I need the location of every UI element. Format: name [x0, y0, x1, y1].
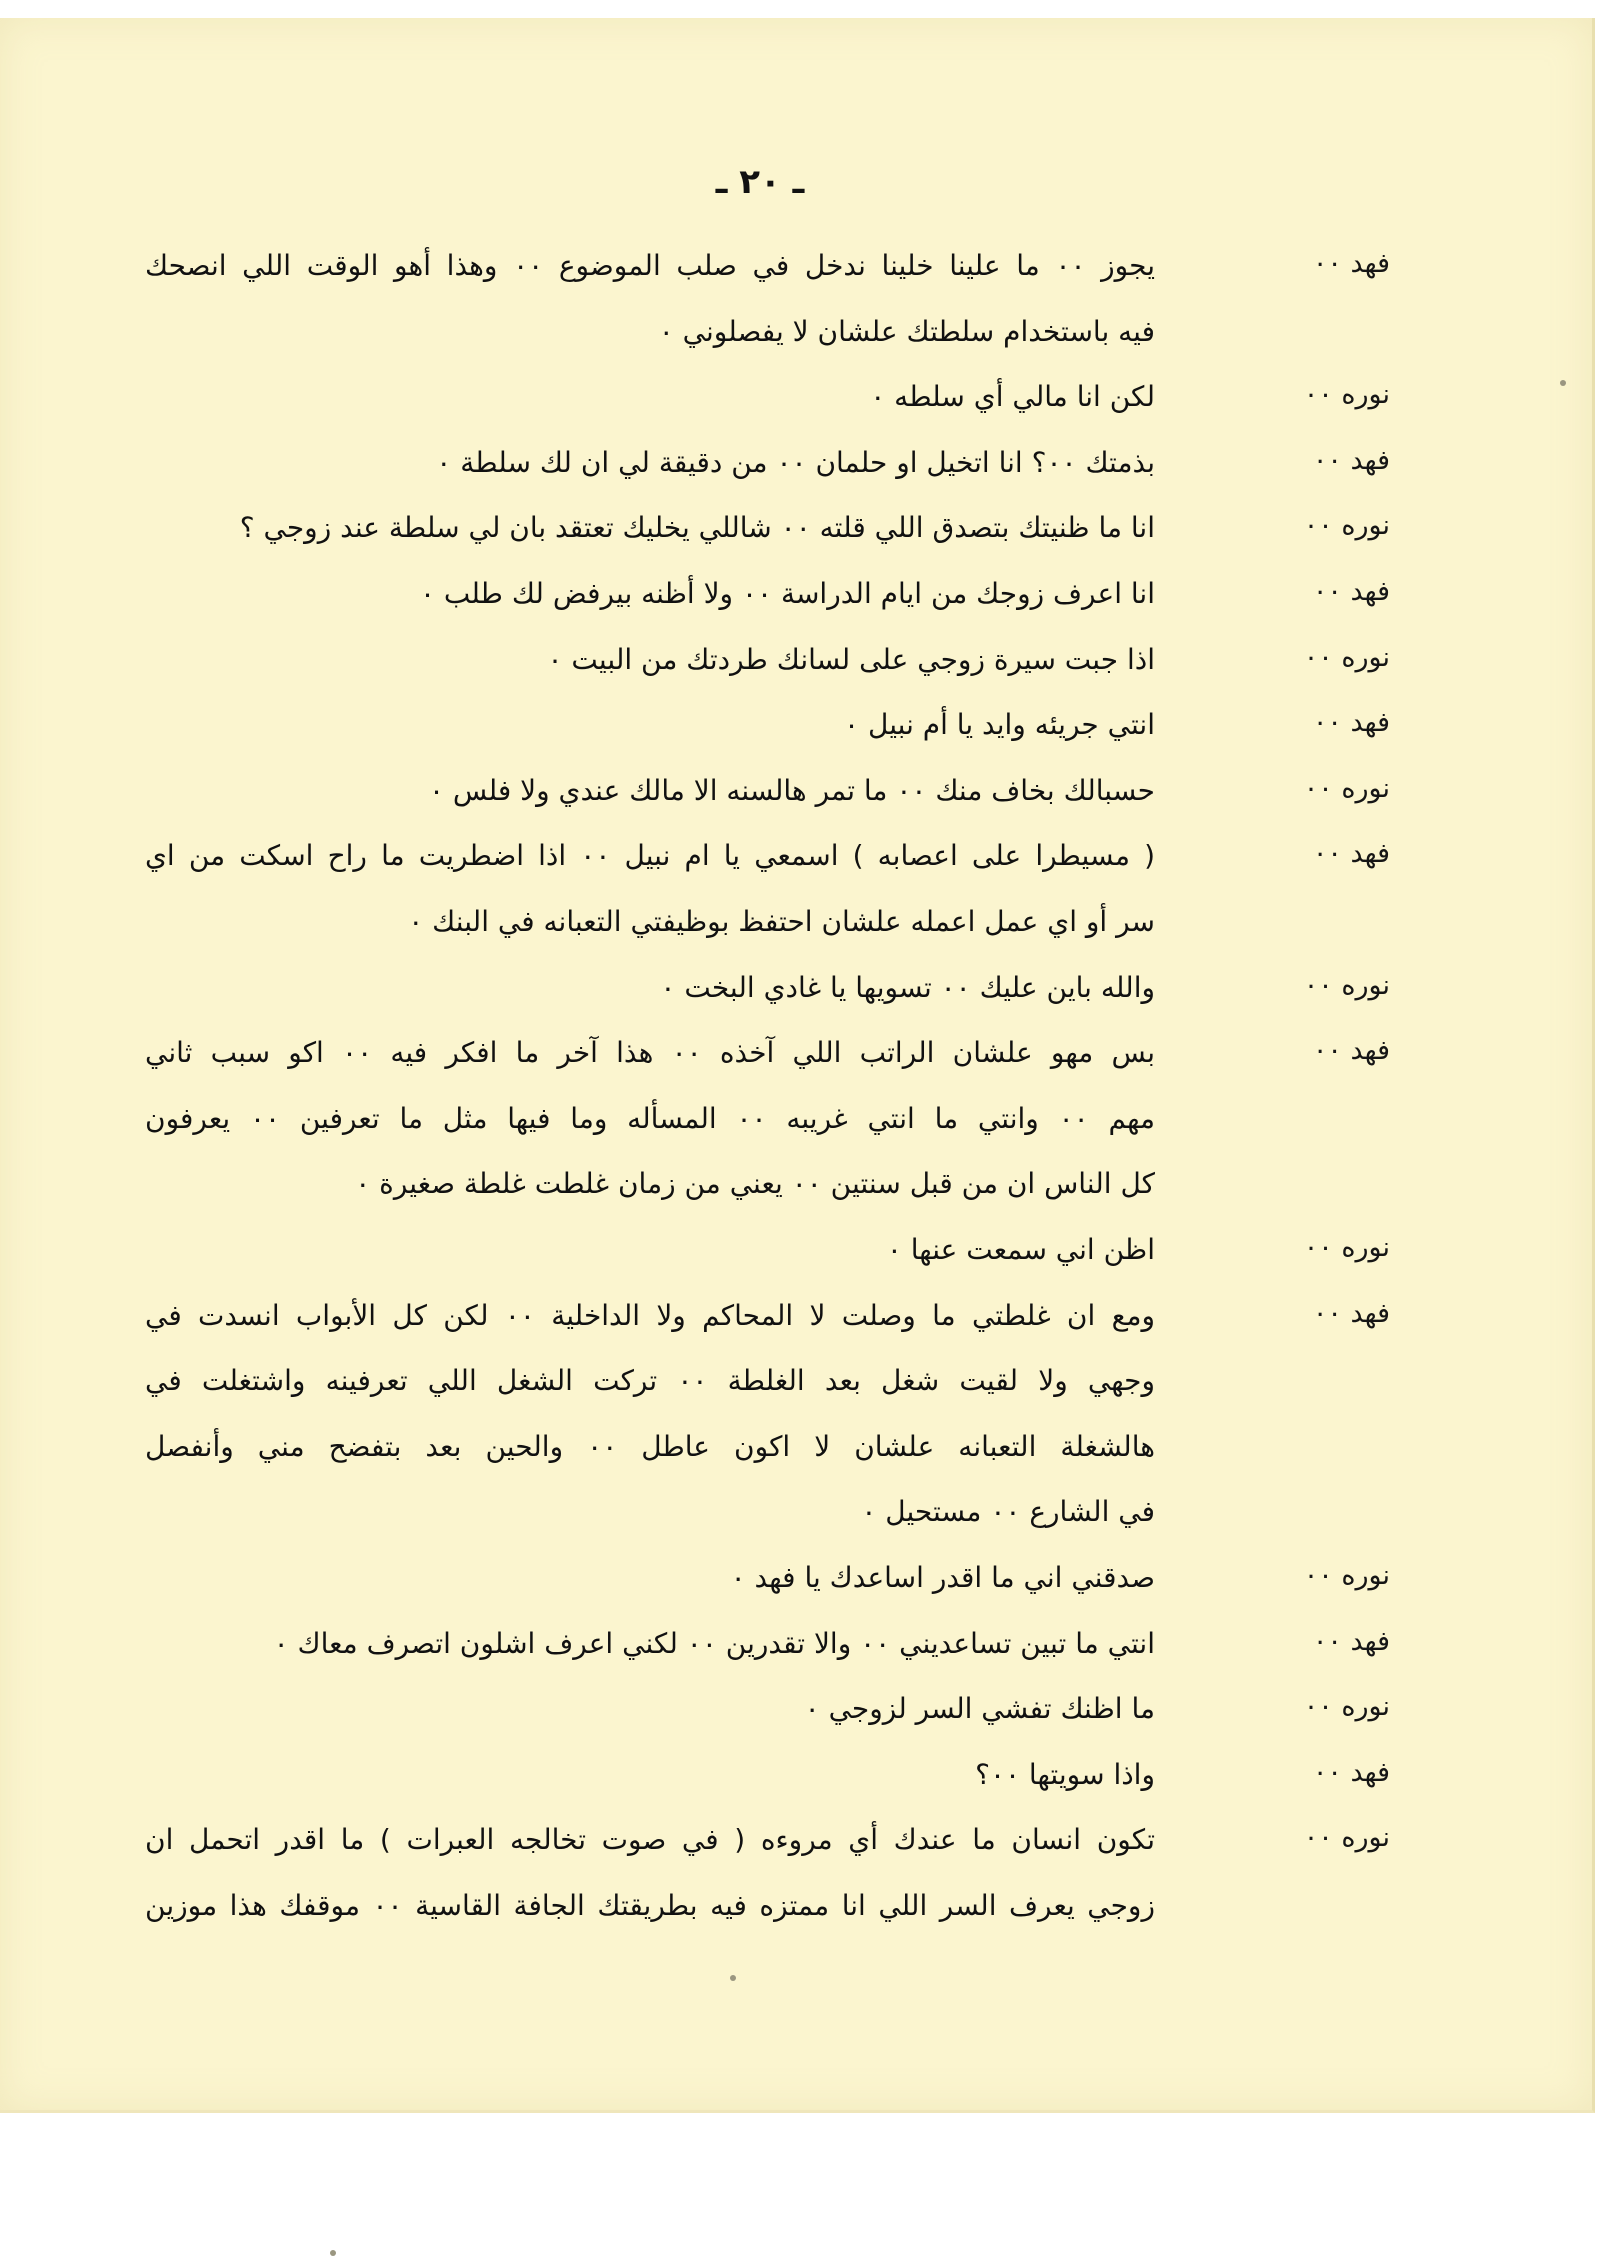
- dialogue-line: [0, 634, 1600, 694]
- paper-speck: [330, 2250, 336, 2256]
- speaker-name: نوره ٠٠: [1303, 510, 1390, 542]
- dialogue-text: انتي ما تبين تساعديني ٠٠ والا تقدرين ٠٠ لكني اعرف اشلون اتصرف معاك ٠: [273, 1626, 1155, 1660]
- dialogue-line: [0, 1290, 1600, 1350]
- dialogue-line: [0, 896, 1600, 956]
- dialogue-text: حسبالك بخاف منك ٠٠ ما تمر هالسنه الا مالك عندي ولا فلس ٠: [428, 773, 1155, 807]
- dialogue-text: لكن انا مالي أي سلطه ٠: [870, 380, 1155, 414]
- binder-hole-mark: [1560, 380, 1566, 386]
- speaker-name: فهد ٠٠: [1312, 248, 1390, 279]
- speaker-name: فهد ٠٠: [1312, 576, 1390, 607]
- speaker-name: نوره ٠٠: [1303, 1560, 1390, 1591]
- dialogue-text: والله باين عليك ٠٠ تسويها يا غادي البخت ٠: [660, 970, 1155, 1004]
- dialogue-line: [0, 765, 1600, 825]
- speaker-name: فهد ٠٠: [1312, 1625, 1390, 1657]
- dialogue-text: واذا سويتها ٠٠؟: [975, 1757, 1155, 1791]
- speaker-name: نوره ٠٠: [1303, 969, 1390, 1001]
- speaker-name: فهد ٠٠: [1312, 838, 1390, 870]
- dialogue-text: كل الناس ان من قبل سنتين ٠٠ يعني من زمان غلطت غلطة صغيرة ٠: [355, 1167, 1155, 1201]
- dialogue-line: [0, 699, 1600, 759]
- dialogue-text: سر أو اي عمل اعمله علشان احتفظ بوظيفتي التعبانه في البنك ٠: [408, 905, 1155, 938]
- dialogue-text: انا اعرف زوجك من ايام الدراسة ٠٠ ولا أظنه بيرفض لك طلب ٠: [419, 577, 1155, 610]
- dialogue-line: [0, 830, 1600, 890]
- dialogue-text: بس مهو علشان الراتب اللي آخذه ٠٠ هذا آخر ما افكر فيه ٠٠ اكو سبب ثاني: [145, 1036, 1155, 1070]
- dialogue-line: [0, 306, 1600, 366]
- dialogue-line: [0, 1158, 1600, 1218]
- dialogue-line: [0, 1552, 1600, 1612]
- speaker-name: فهد ٠٠: [1312, 707, 1390, 739]
- speaker-name: فهد ٠٠: [1312, 1035, 1390, 1067]
- speaker-name: فهد ٠٠: [1312, 444, 1390, 476]
- dialogue-text: ما اظنك تفشي السر لزوجي ٠: [804, 1692, 1155, 1726]
- dialogue-line: [0, 1814, 1600, 1874]
- dialogue-line: [0, 1486, 1600, 1546]
- page-number: ـ ٢٠ ـ: [715, 162, 805, 202]
- dialogue-text: وجهي ولا لقيت شغل بعد الغلطة ٠٠ تركت الشغل اللي تعرفينه واشتغلت في: [145, 1364, 1155, 1398]
- dialogue-line: [0, 1355, 1600, 1415]
- dialogue-text: فيه باستخدام سلطتك علشان لا يفصلوني ٠: [658, 314, 1155, 348]
- speaker-name: نوره ٠٠: [1303, 379, 1390, 411]
- dialogue-line: [0, 1880, 1600, 1940]
- speaker-name: فهد ٠٠: [1312, 1297, 1390, 1329]
- dialogue-line: [0, 437, 1600, 497]
- dialogue-line: [0, 568, 1600, 628]
- speaker-name: فهد ٠٠: [1312, 1756, 1390, 1788]
- dialogue-line: [0, 1224, 1600, 1284]
- speaker-name: نوره ٠٠: [1303, 1822, 1390, 1854]
- dialogue-line: [0, 371, 1600, 431]
- dialogue-text: بذمتك ٠٠؟ انا اتخيل او حلمان ٠٠ من دقيقة لي ان لك سلطة ٠: [436, 445, 1155, 479]
- paper-speck: [730, 1975, 736, 1981]
- dialogue-text: اذا جبت سيرة زوجي على لسانك طردتك من البيت ٠: [547, 642, 1155, 676]
- dialogue-line: [0, 1027, 1600, 1087]
- dialogue-text: اظن اني سمعت عنها ٠: [886, 1233, 1155, 1266]
- speaker-name: نوره ٠٠: [1303, 772, 1390, 804]
- dialogue-text: هالشغلة التعبانه علشان لا اكون عاطل ٠٠ والحين بعد بتفضح مني وأنفصل: [145, 1429, 1155, 1463]
- dialogue-text: انتي جريئه وايد يا أم نبيل ٠: [844, 708, 1155, 742]
- dialogue-line: [0, 1421, 1600, 1481]
- dialogue-line: [0, 240, 1600, 300]
- dialogue-text: صدقني اني ما اقدر اساعدك يا فهد ٠: [730, 1561, 1155, 1594]
- dialogue-line: [0, 1683, 1600, 1743]
- dialogue-text: انا ما ظنيتك بتصدق اللي قلته ٠٠ شاللي يخليك تعتقد بان لي سلطة عند زوجي ؟: [239, 511, 1155, 545]
- dialogue-text: زوجي يعرف السر اللي انا ممتزه فيه بطريقتك الجافة القاسية ٠٠ موقفك هذا موزين: [145, 1889, 1155, 1922]
- dialogue-text: مهم ٠٠ وانتي ما انتي غريبه ٠٠ المسأله وما فيها مثل ما تعرفين ٠٠ يعرفون: [145, 1101, 1155, 1135]
- dialogue-text: تكون انسان ما عندك أي مروءه ( في صوت تخالجه العبرات ) ما اقدر اتحمل ان: [145, 1823, 1155, 1857]
- dialogue-line: [0, 962, 1600, 1022]
- dialogue-text: يجوز ٠٠ ما علينا خلينا ندخل في صلب الموضوع ٠٠ وهذا أهو الوقت اللي انصحك: [145, 249, 1155, 282]
- dialogue-line: [0, 1749, 1600, 1809]
- dialogue-text: في الشارع ٠٠ مستحيل ٠: [861, 1495, 1155, 1529]
- speaker-name: نوره ٠٠: [1303, 1232, 1390, 1263]
- speaker-name: نوره ٠٠: [1303, 1691, 1390, 1723]
- speaker-name: نوره ٠٠: [1303, 641, 1390, 673]
- dialogue-text: ومع ان غلطتي ما وصلت لا المحاكم ولا الداخلية ٠٠ لكن كل الأبواب انسدت في: [145, 1298, 1155, 1332]
- dialogue-line: [0, 1618, 1600, 1678]
- dialogue-line: [0, 1093, 1600, 1153]
- dialogue-text: ( مسيطرا على اعصابه ) اسمعي يا ام نبيل ٠٠ اذا اضطريت ما راح اسكت من اي: [145, 839, 1155, 873]
- dialogue-line: [0, 502, 1600, 562]
